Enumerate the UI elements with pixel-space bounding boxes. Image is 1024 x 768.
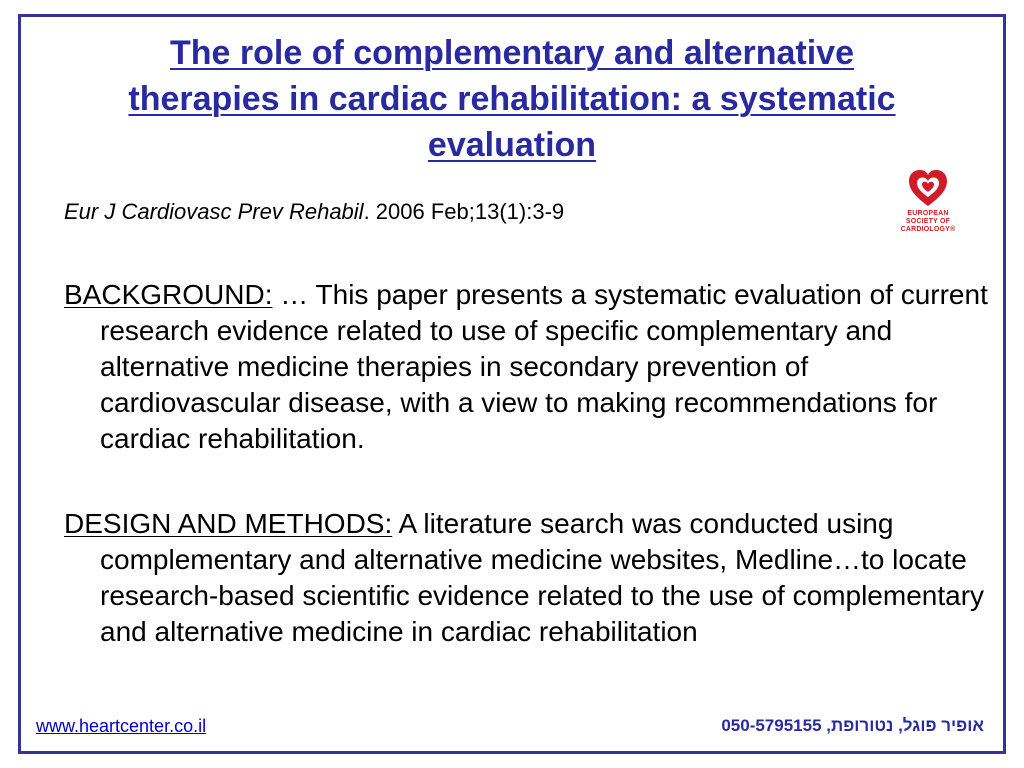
footer-contact: אופיר פוגל, נטורופת, 050-5795155 (721, 716, 984, 735)
journal-name: Eur J Cardiovasc Prev Rehabil (64, 199, 364, 224)
design-methods-text: A literature search was conducted using complementary and alternative medicine websites, Medline…to locate research-based scientific evidence related to the use of complementary and alternative medicine in cardiac rehabilitation (100, 508, 985, 647)
logo-text-line-2: SOCIETY OF (905, 218, 951, 225)
logo-text-line-1: EUROPEAN (907, 210, 949, 217)
title-line-2: therapies in cardiac rehabilitation: a systematic (128, 80, 896, 118)
website-link[interactable]: www.heartcenter.co.il (36, 716, 207, 736)
slide-title (40, 30, 984, 168)
design-methods-label: DESIGN AND METHODS: (64, 508, 393, 539)
heart-logo-icon (906, 166, 950, 210)
design-methods-paragraph (64, 506, 994, 650)
logo-text-line-3: CARDIOLOGY® (900, 226, 956, 233)
background-label: BACKGROUND: (64, 279, 273, 310)
title-line-1: The role of complementary and alternative (170, 34, 854, 72)
esc-logo (878, 166, 978, 256)
journal-citation (64, 198, 564, 226)
background-text: … This paper presents a systematic evaluation of current research evidence related to use of specific complementary and alternative medicine therapies in secondary prevention of cardiovascular disease, with a view to making recommendations for cardiac rehabilitation. (100, 279, 988, 454)
title-line-3: evaluation (427, 126, 597, 164)
citation-details: . 2006 Feb;13(1):3-9 (363, 199, 565, 224)
background-paragraph (64, 277, 994, 457)
